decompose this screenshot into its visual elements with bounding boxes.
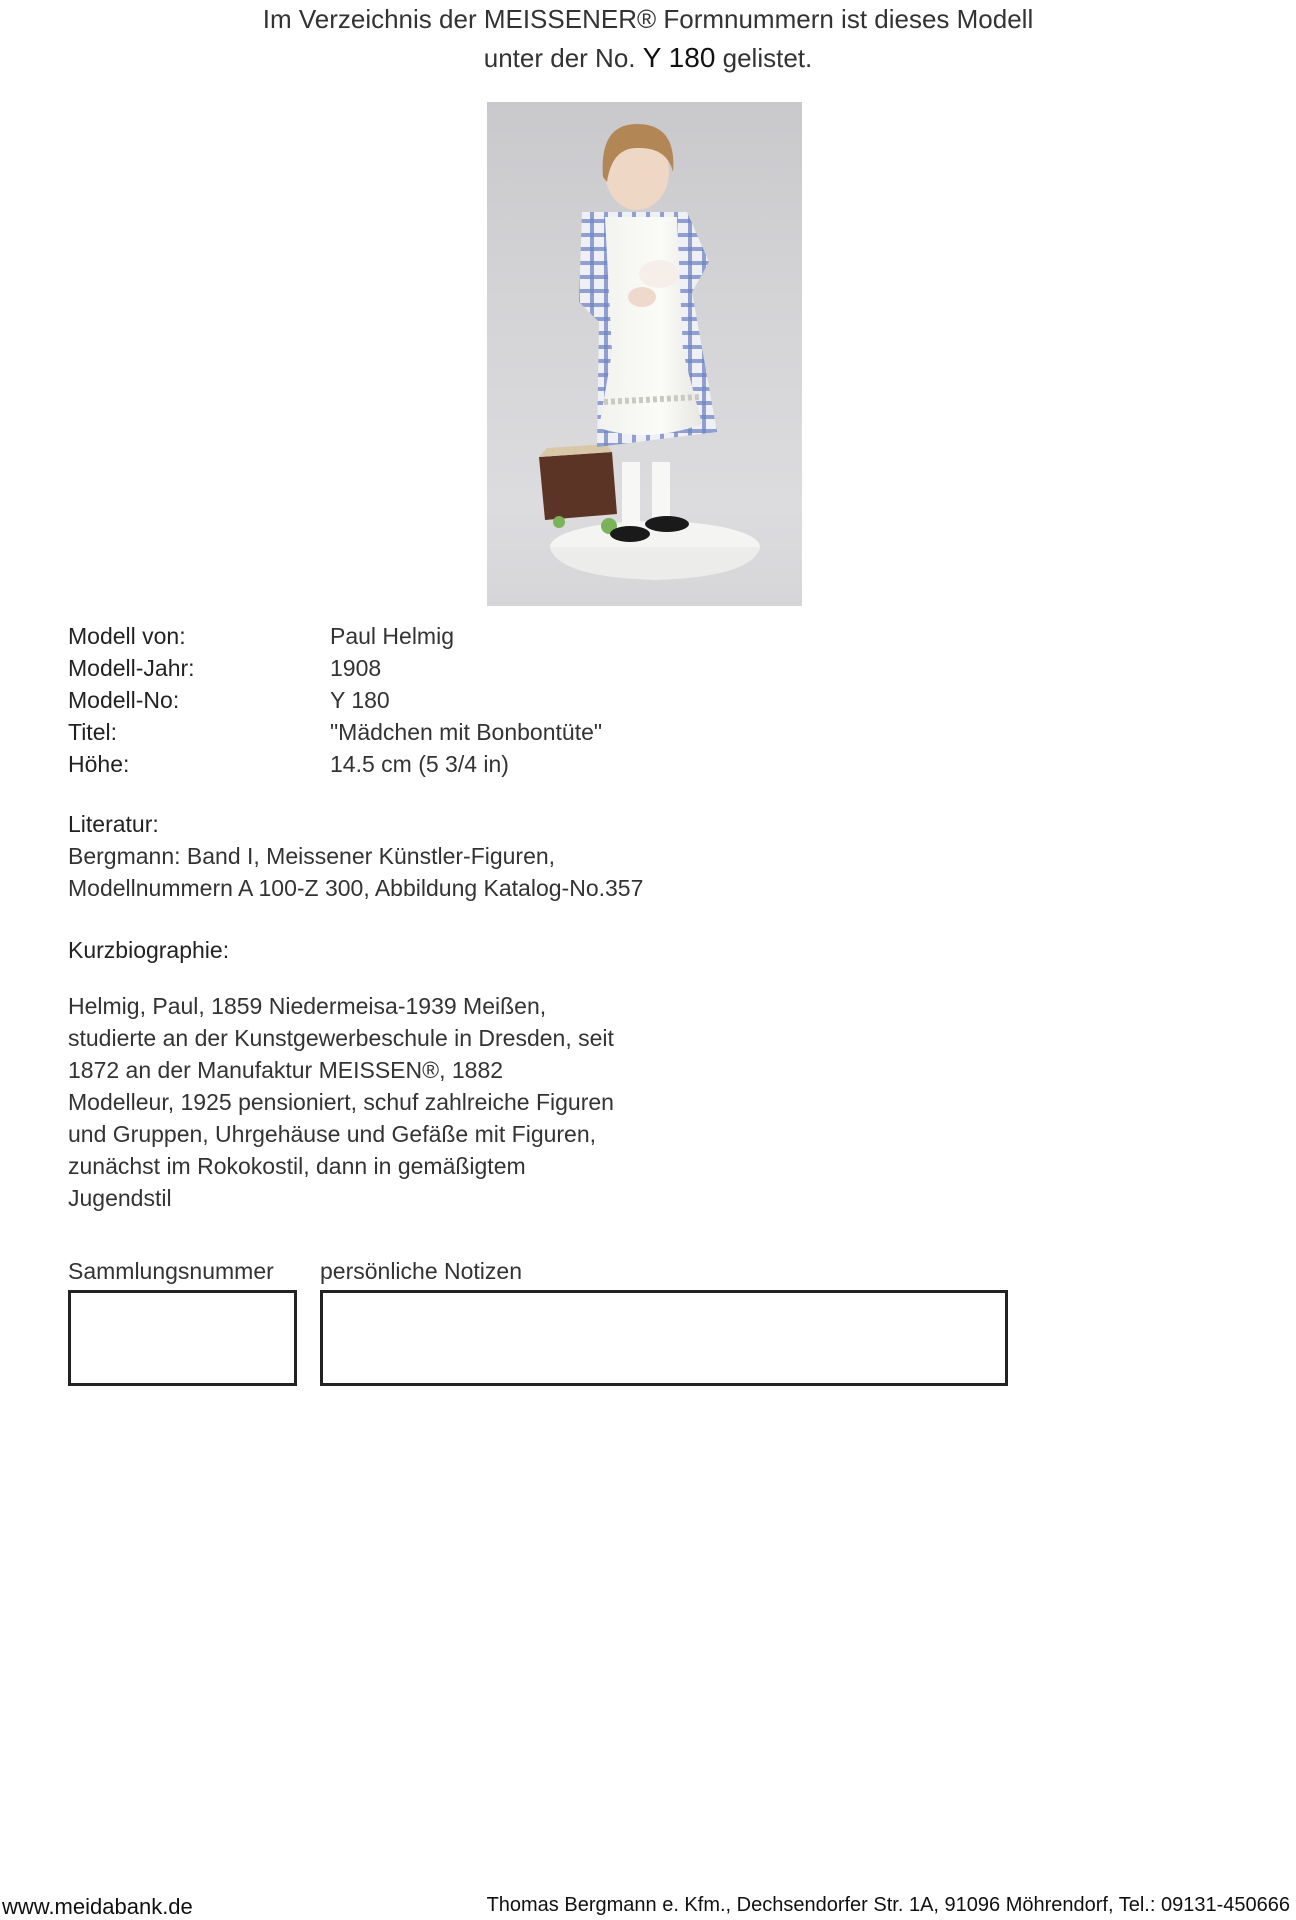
biography-text [68,990,708,1214]
spec-label: Höhe: [68,751,130,777]
spec-label: Titel: [68,719,117,745]
header-line-2 [0,42,1296,74]
spec-value: Y 180 [330,687,390,713]
literature-heading: Literatur: [68,811,159,837]
header-line-1: Im Verzeichnis der MEISSENER® Formnummern ist dieses Modell [262,4,1034,34]
collection-number-box[interactable] [68,1290,297,1386]
personal-notes-box[interactable] [320,1290,1008,1386]
spec-value: 1908 [330,655,382,681]
biography-line: Jugendstil [68,1185,172,1211]
header-prefix: unter der No. [483,43,636,73]
footer-website: www.meidabank.de [2,1894,193,1919]
figurine-illustration [487,102,802,606]
spec-value: "Mädchen mit Bonbontüte" [330,719,603,745]
figurine-photo [487,102,802,606]
header-suffix: gelistet. [722,43,813,73]
biography-line: studierte an der Kunstgewerbeschule in Dresden, seit [68,1025,614,1051]
biography-heading: Kurzbiographie: [68,937,230,963]
literature-line: Bergmann: Band I, Meissener Künstler-Figuren, [68,843,556,869]
personal-notes-label: persönliche Notizen [320,1258,523,1284]
biography-line: zunächst im Rokokostil, dann in gemäßigtem [68,1153,526,1179]
spec-value: Paul Helmig [330,623,454,649]
biography-heading-block [68,934,229,966]
spec-label: Modell von: [68,623,186,649]
biography-line: 1872 an der Manufaktur MEISSEN®, 1882 [68,1057,504,1083]
biography-line: und Gruppen, Uhrgehäuse und Gefäße mit Figuren, [68,1121,597,1147]
biography-line: Modelleur, 1925 pensioniert, schuf zahlreiche Figuren [68,1089,614,1115]
collection-number-label: Sammlungsnummer [68,1258,274,1284]
spec-value: 14.5 cm (5 3/4 in) [330,751,509,777]
biography-line: Helmig, Paul, 1859 Niedermeisa-1939 Meißen, [68,993,547,1019]
spec-label: Modell-Jahr: [68,655,195,681]
literature-section [68,808,768,904]
footer-address: Thomas Bergmann e. Kfm., Dechsendorfer Str. 1A, 91096 Möhrendorf, Tel.: 09131-450666 [486,1894,1290,1916]
header-model-number: Y 180 [642,42,716,73]
literature-line: Modellnummern A 100-Z 300, Abbildung Katalog-No.357 [68,875,644,901]
spec-label: Modell-No: [68,687,180,713]
